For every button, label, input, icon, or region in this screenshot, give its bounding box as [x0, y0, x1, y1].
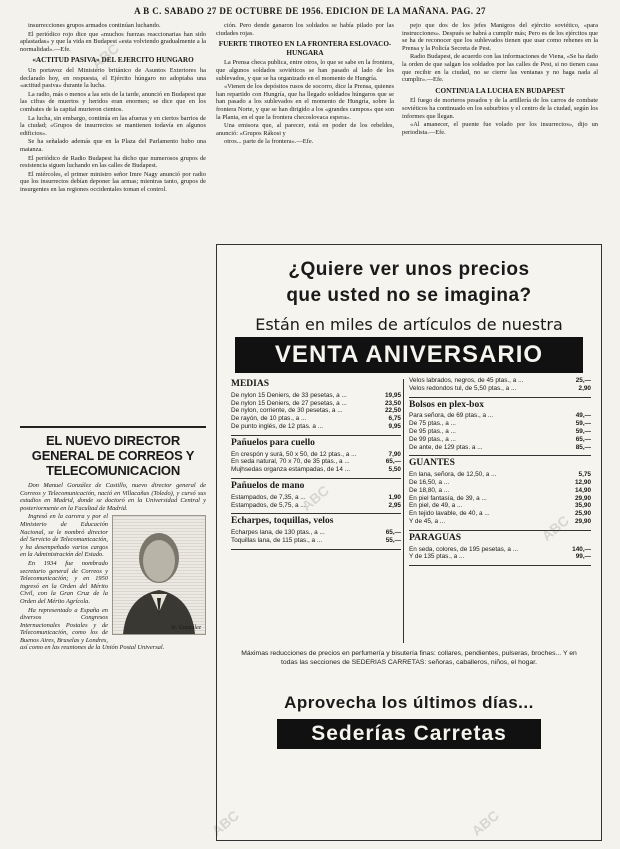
item-text: En tejido lavable, de 40, a ... [409, 510, 490, 518]
price-category: MEDIAS [231, 379, 270, 389]
table-divider [403, 379, 404, 643]
item-text: Echarpes lana, de 130 ptas., a ... [231, 529, 325, 537]
item-text: Toquillas lana, de 115 ptas., a ... [231, 536, 323, 544]
paragraph: Se ha señalado además que en la Plaza del Parlamento hubo una matanza. [20, 138, 206, 153]
item-price: 7,90 [388, 450, 401, 458]
paragraph: Radio Budapest, de acuerdo con las informaciones de Viena, «Se ha dado la orden de que salgan los soldados por las calles de Pest, si no tienen casa que recibir en la ciudad, no se cierre las ventanas y no haga nada al cumplir».—Efe. [402, 53, 598, 84]
item-text: En seda, colores, de 195 pesetas, a ... [409, 545, 519, 553]
item-text: Para señora, de 69 ptas., a ... [409, 412, 494, 420]
price-row [409, 377, 591, 385]
price-row [409, 428, 591, 436]
item-price: 2,90 [578, 384, 591, 392]
item-text: De 75 ptas., a ... [409, 420, 456, 428]
watermark: ABC [88, 40, 122, 72]
item-price: 5,75 [578, 471, 591, 479]
item-price: 23,50 [385, 399, 401, 407]
article-title: EL NUEVO DIRECTOR GENERAL DE CORREOS Y TELECOMUNICACION [31, 433, 195, 478]
price-row [409, 495, 591, 503]
paragraph: El fuego de morteros pesados y de la artillería de los carros de combate soviéticos ha continuado en los suburbios y el centro de la ciudad, según los informes que llegan. [402, 97, 598, 120]
section-separator [409, 565, 591, 566]
paragraph: La radio, más o menos a las seis de la tarde, anunció en Budapest que las cifras de muertos y heridos eran enormes; se dice que en los combates de la capital murieron cientos. [20, 90, 206, 113]
item-price: 25,— [575, 377, 591, 384]
item-text: Estampados, de 5,75, a ... [231, 501, 306, 509]
item-price: 59,— [575, 427, 591, 435]
item-text: En piel fantasía, de 39, a ... [409, 494, 487, 502]
price-row [409, 412, 591, 420]
portrait-photo [112, 515, 206, 635]
item-text: En seda natural, 70 x 70, de 35 ptas., a ... [231, 458, 350, 466]
item-price: 29,90 [575, 517, 591, 525]
watermark: ABC [298, 482, 332, 514]
column-3 [402, 22, 598, 240]
item-text: En piel, de 49, a ... [409, 502, 463, 510]
price-list-left [231, 377, 401, 552]
paragraph: La Prensa checa publica, entre otros, lo que se sabe en la frontera, que algunos soldados soviéticos se han pasado al lado de los sublevados, y que se ha organizado en el momento de Hungría. [216, 59, 394, 82]
watermark: ABC [208, 807, 242, 839]
paragraph: Un portavoz del Ministerio británico de Asuntos Exteriores ha declarado hoy, en respuesta, el Ejército húngaro no adoptaba una «actitud pasiva» durante la lucha. [20, 66, 206, 90]
section-separator [231, 478, 401, 479]
item-text: De nylon, corriente, de 30 pesetas, a ... [231, 407, 343, 415]
price-row [231, 415, 401, 423]
price-row [231, 423, 401, 431]
price-list-right [409, 377, 591, 568]
section-separator [409, 455, 591, 456]
item-text: De nylon 15 Deniers, de 33 pesetas, a ... [231, 391, 347, 399]
paragraph: ción. Pero dende ganaron los soldados se había pilado por las ciudades rojas. [216, 22, 394, 37]
item-text: En crespón y surá, 50 x 50, de 12 ptas., a ... [231, 450, 357, 458]
director-article [20, 430, 206, 840]
paragraph: El periódico rojo dice que «muchos fuerzas reaccionarias han sido aplastadas» y que la vida en Budapest «esta volviendo gradualmente a la normalidad».—Efe. [20, 30, 206, 53]
price-row [409, 479, 591, 487]
column-1 [20, 22, 206, 424]
price-row [409, 471, 591, 479]
price-row [409, 487, 591, 495]
column-2 [216, 22, 394, 240]
item-price: 65,— [575, 435, 591, 443]
item-text: De 99 ptas., a ... [409, 435, 456, 443]
price-category: PARAGUAS [409, 532, 462, 543]
price-row [231, 466, 401, 474]
paragraph: Ingresó en la carrera y por el Ministerio de Educación Nacional, se le nombró director del Servicio de Telecomunicación, y ha desempeñado varios cargos en la Administración del Estado. [20, 513, 108, 559]
item-text: Velos redondos tul, de 5,50 ptas., a ... [409, 384, 517, 392]
item-text: Mujhsedas organza estampadas, de 14 ... [231, 466, 351, 474]
item-price: 9,95 [388, 422, 401, 430]
ad-closing-line: Aprovecha los últimos días... [284, 693, 534, 712]
price-row [409, 436, 591, 444]
item-price: 6,75 [388, 415, 401, 423]
ad-footer-text: Máximas reducciones de precios en perfumería y bisutería finas: collares, pendientes, pulseras, broches... Y en todas las secciones de SEDERIAS CARRETAS: señoras, caballeros, niños, el hogar. [241, 650, 577, 666]
section-title: FUERTE TIROTEO EN LA FRONTERA ESLOVACO-HUNGARA [218, 40, 392, 57]
paragraph: Una emisora que, al parecer, está en poder de los rebeldes, anunció: «Grupos Rákosi y [216, 122, 394, 137]
item-price: 59,— [575, 420, 591, 428]
item-price: 5,50 [388, 466, 401, 474]
advertisement [216, 244, 602, 841]
item-text: De ante, de 129 ptas. a ... [409, 443, 483, 451]
watermark: ABC [538, 512, 572, 544]
price-row [409, 502, 591, 510]
ad-subhead: Están en miles de artículos de nuestra [255, 315, 563, 334]
item-text: Velos labrados, negros, de 45 ptas., a ... [409, 377, 524, 384]
section-title: «ACTITUD PASIVA» DEL EJERCITO HUNGARO [32, 56, 194, 65]
item-price: 65,— [385, 529, 401, 537]
price-row [231, 392, 401, 400]
item-price: 19,95 [385, 391, 401, 399]
paragraph: La lucha, sin embargo, continúa en las afueras y en ciertos barrios de la ciudad; «Grupos de insurrectos se mantienen todavía en algunos edificios». [20, 114, 206, 137]
item-price: 2,95 [388, 501, 401, 509]
section-separator [409, 397, 591, 398]
item-price: 35,90 [575, 502, 591, 510]
item-price: 65,— [385, 458, 401, 466]
item-text: Y de 135 ptas., a ... [409, 553, 465, 561]
ad-headline-2: que usted no se imagina? [286, 285, 532, 306]
price-row [231, 451, 401, 459]
price-category: Pañuelos de mano [231, 480, 305, 491]
price-category: Pañuelos para cuello [231, 437, 315, 448]
paragraph: «Vienen de los depósitos rusos de socorro, dice la Prensa, quienes han repartido con Hungría, que ha llegado soldados húngaros que se han pasado a los sublevados en el momento de Hungría, sobre la frontera Norte, y que se han dirigido a los «grandes campos» que son la Planta, en el que la frontera checoslovaca espera». [216, 83, 394, 121]
price-row [231, 537, 401, 545]
item-text: De 18,80, a ... [409, 486, 450, 494]
price-row [231, 407, 401, 415]
paragraph: El miércoles, el primer ministro señor Imre Nagy anunció por radio que los insurrectos debían deponer las armas; mientras tanto, grupos de insurgentes en las regiones occidentales toman el control. [20, 170, 206, 193]
item-text: Estampados, de 7,35, a ... [231, 493, 306, 501]
item-text: En lana, señora, de 12,50, a ... [409, 471, 497, 479]
section-title: CONTINUA LA LUCHA EN BUDAPEST [435, 86, 565, 95]
price-category: Echarpes, toquillas, velos [231, 516, 334, 527]
item-price: 14,90 [575, 486, 591, 494]
section-separator [231, 513, 401, 514]
price-row [409, 420, 591, 428]
item-text: De punto inglés, de 12 ptas. a ... [231, 422, 324, 430]
brand-banner: Sederías Carretas [277, 719, 541, 749]
item-price: 1,90 [388, 493, 401, 501]
price-category: GUANTES [409, 458, 455, 469]
portrait-caption: Sr. González [170, 624, 201, 631]
item-price: 25,90 [575, 510, 591, 518]
item-text: De nylon 15 Deniers, de 27 pesetas, a ... [231, 399, 347, 407]
paragraph: insurrecciones grupos armados continúan luchando. [28, 22, 161, 29]
watermark: ABC [468, 807, 502, 839]
section-separator [231, 435, 401, 436]
item-price: 22,50 [385, 407, 401, 415]
item-price: 55,— [385, 536, 401, 544]
price-row [409, 444, 591, 452]
section-separator [231, 549, 401, 550]
price-row [409, 553, 591, 561]
item-price: 85,— [575, 443, 591, 451]
item-price: 49,— [575, 412, 591, 420]
paragraph: otros... parte de la frontera».—Efe. [224, 138, 314, 146]
item-text: De rayón, de 10 ptas., a ... [231, 415, 307, 423]
price-row [231, 529, 401, 537]
paragraph: Ha representado a España en diversos Congresos Internacionales Postales y de Telecomunicación, como los de Buenos Aires, Bruselas y Londres, así como en las reuniones de la Unión Postal Universal. [20, 606, 165, 652]
ad-headline-1: ¿Quiere ver unos precios [288, 259, 530, 280]
paragraph: Don Manuel González de Castillo, nuevo director general de Correos y Telecomunicación, nació en Villacañas (Toledo), y cursó sus estudios en Madrid, donde se doctoró en la Universidad Central y posteriormente en la Facultad de Madrid. [20, 482, 206, 512]
item-text: De 95 ptas., a ... [409, 427, 456, 435]
paragraph: pejo que dos de los jefes Manigros del ejército soviético, «para instrucciones». Después se habrá a cumplir más; Pero es de los ejércitos que se ha de reconocer que los sublevados tienen que usar como rehenes en la Prensa y la Policía Secreta de Pest. [402, 22, 598, 52]
paragraph: El periódico de Radio Budapest ha dicho que numerosos grupos de resistencia siguen luchando en las calles de Budapest. [20, 154, 206, 170]
item-price: 12,90 [575, 478, 591, 486]
price-category: Bolsos en plex-box [409, 399, 484, 410]
portrait-illustration [113, 516, 205, 634]
paragraph: «Al amanecer, el puente fue volado por los insurrectos», dijo un periodista.—Efe. [402, 121, 598, 136]
price-row [231, 400, 401, 408]
sale-banner: VENTA ANIVERSARIO [235, 337, 583, 373]
paragraph: En 1934 fue nombrado secretario general de Correos y Telecomunicación; y en 1950 ingresó en la Orden del Mérito Civil, con la Gran Cruz de la Orden del Mérito Agrícola. [20, 559, 108, 605]
column-divider [20, 426, 206, 428]
item-text: Y de 45, a ... [409, 517, 446, 525]
price-row [409, 546, 591, 554]
item-price: 99,— [575, 553, 591, 561]
price-row [409, 385, 591, 393]
item-text: De 16,50, a ... [409, 478, 450, 486]
item-price: 29,90 [575, 494, 591, 502]
page-header: A B C. SABADO 27 DE OCTUBRE DE 1956. EDICION DE LA MAÑANA. PAG. 27 [134, 6, 486, 16]
item-price: 140,— [572, 545, 591, 553]
price-row [231, 458, 401, 466]
